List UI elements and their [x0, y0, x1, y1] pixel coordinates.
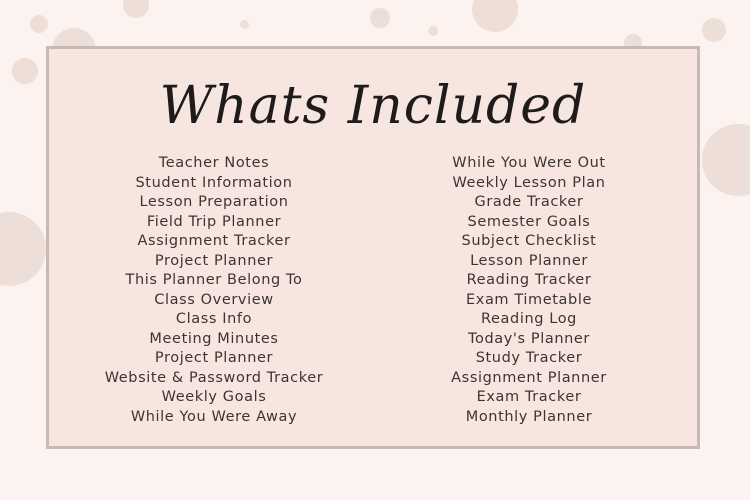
list-item: Class Info [175, 311, 253, 327]
list-item: This Planner Belong To [125, 272, 303, 288]
list-item: Exam Tracker [476, 389, 582, 405]
decorative-dot [12, 58, 38, 84]
page-title: Whats Included [159, 76, 587, 136]
list-item: Weekly Lesson Plan [452, 174, 606, 191]
decorative-dot [123, 0, 149, 18]
list-item: While You Were Out [452, 155, 606, 171]
decorative-dot [370, 8, 390, 28]
decorative-dot [702, 124, 750, 196]
list-item: Project Planner [154, 252, 274, 269]
list-item: Lesson Planner [470, 252, 588, 269]
decorative-dot [472, 0, 518, 32]
whats-included-card [46, 46, 700, 449]
decorative-dot [240, 20, 249, 29]
list-item: Assignment Tracker [137, 233, 291, 249]
list-item: Reading Log [481, 311, 577, 327]
list-item: Monthly Planner [465, 408, 593, 425]
list-item: Website & Password Tracker [104, 369, 324, 386]
list-item: Today's Planner [467, 330, 590, 347]
list-item: Field Trip Planner [146, 213, 282, 230]
list-item: Reading Tracker [466, 272, 592, 288]
decorative-dot [428, 26, 438, 36]
list-item: Class Overview [154, 291, 274, 308]
list-item: While You Were Away [130, 408, 298, 425]
list-item: Project Planner [154, 350, 274, 366]
list-item: Grade Tracker [474, 194, 584, 210]
list-item: Meeting Minutes [149, 330, 279, 347]
list-item: Student Information [135, 174, 293, 191]
list-item: Study Tracker [475, 350, 583, 366]
decorative-dot [30, 15, 48, 33]
right-feature-list [404, 154, 654, 427]
left-feature-list [89, 154, 339, 427]
decorative-dot [702, 18, 726, 42]
decorative-dot [0, 212, 46, 286]
list-item: Semester Goals [467, 213, 591, 230]
list-item: Exam Timetable [466, 291, 592, 308]
list-item: Lesson Preparation [139, 194, 289, 210]
list-item: Weekly Goals [161, 389, 267, 405]
list-item: Teacher Notes [158, 155, 270, 171]
list-item: Subject Checklist [461, 233, 597, 249]
list-item: Assignment Planner [451, 369, 607, 386]
